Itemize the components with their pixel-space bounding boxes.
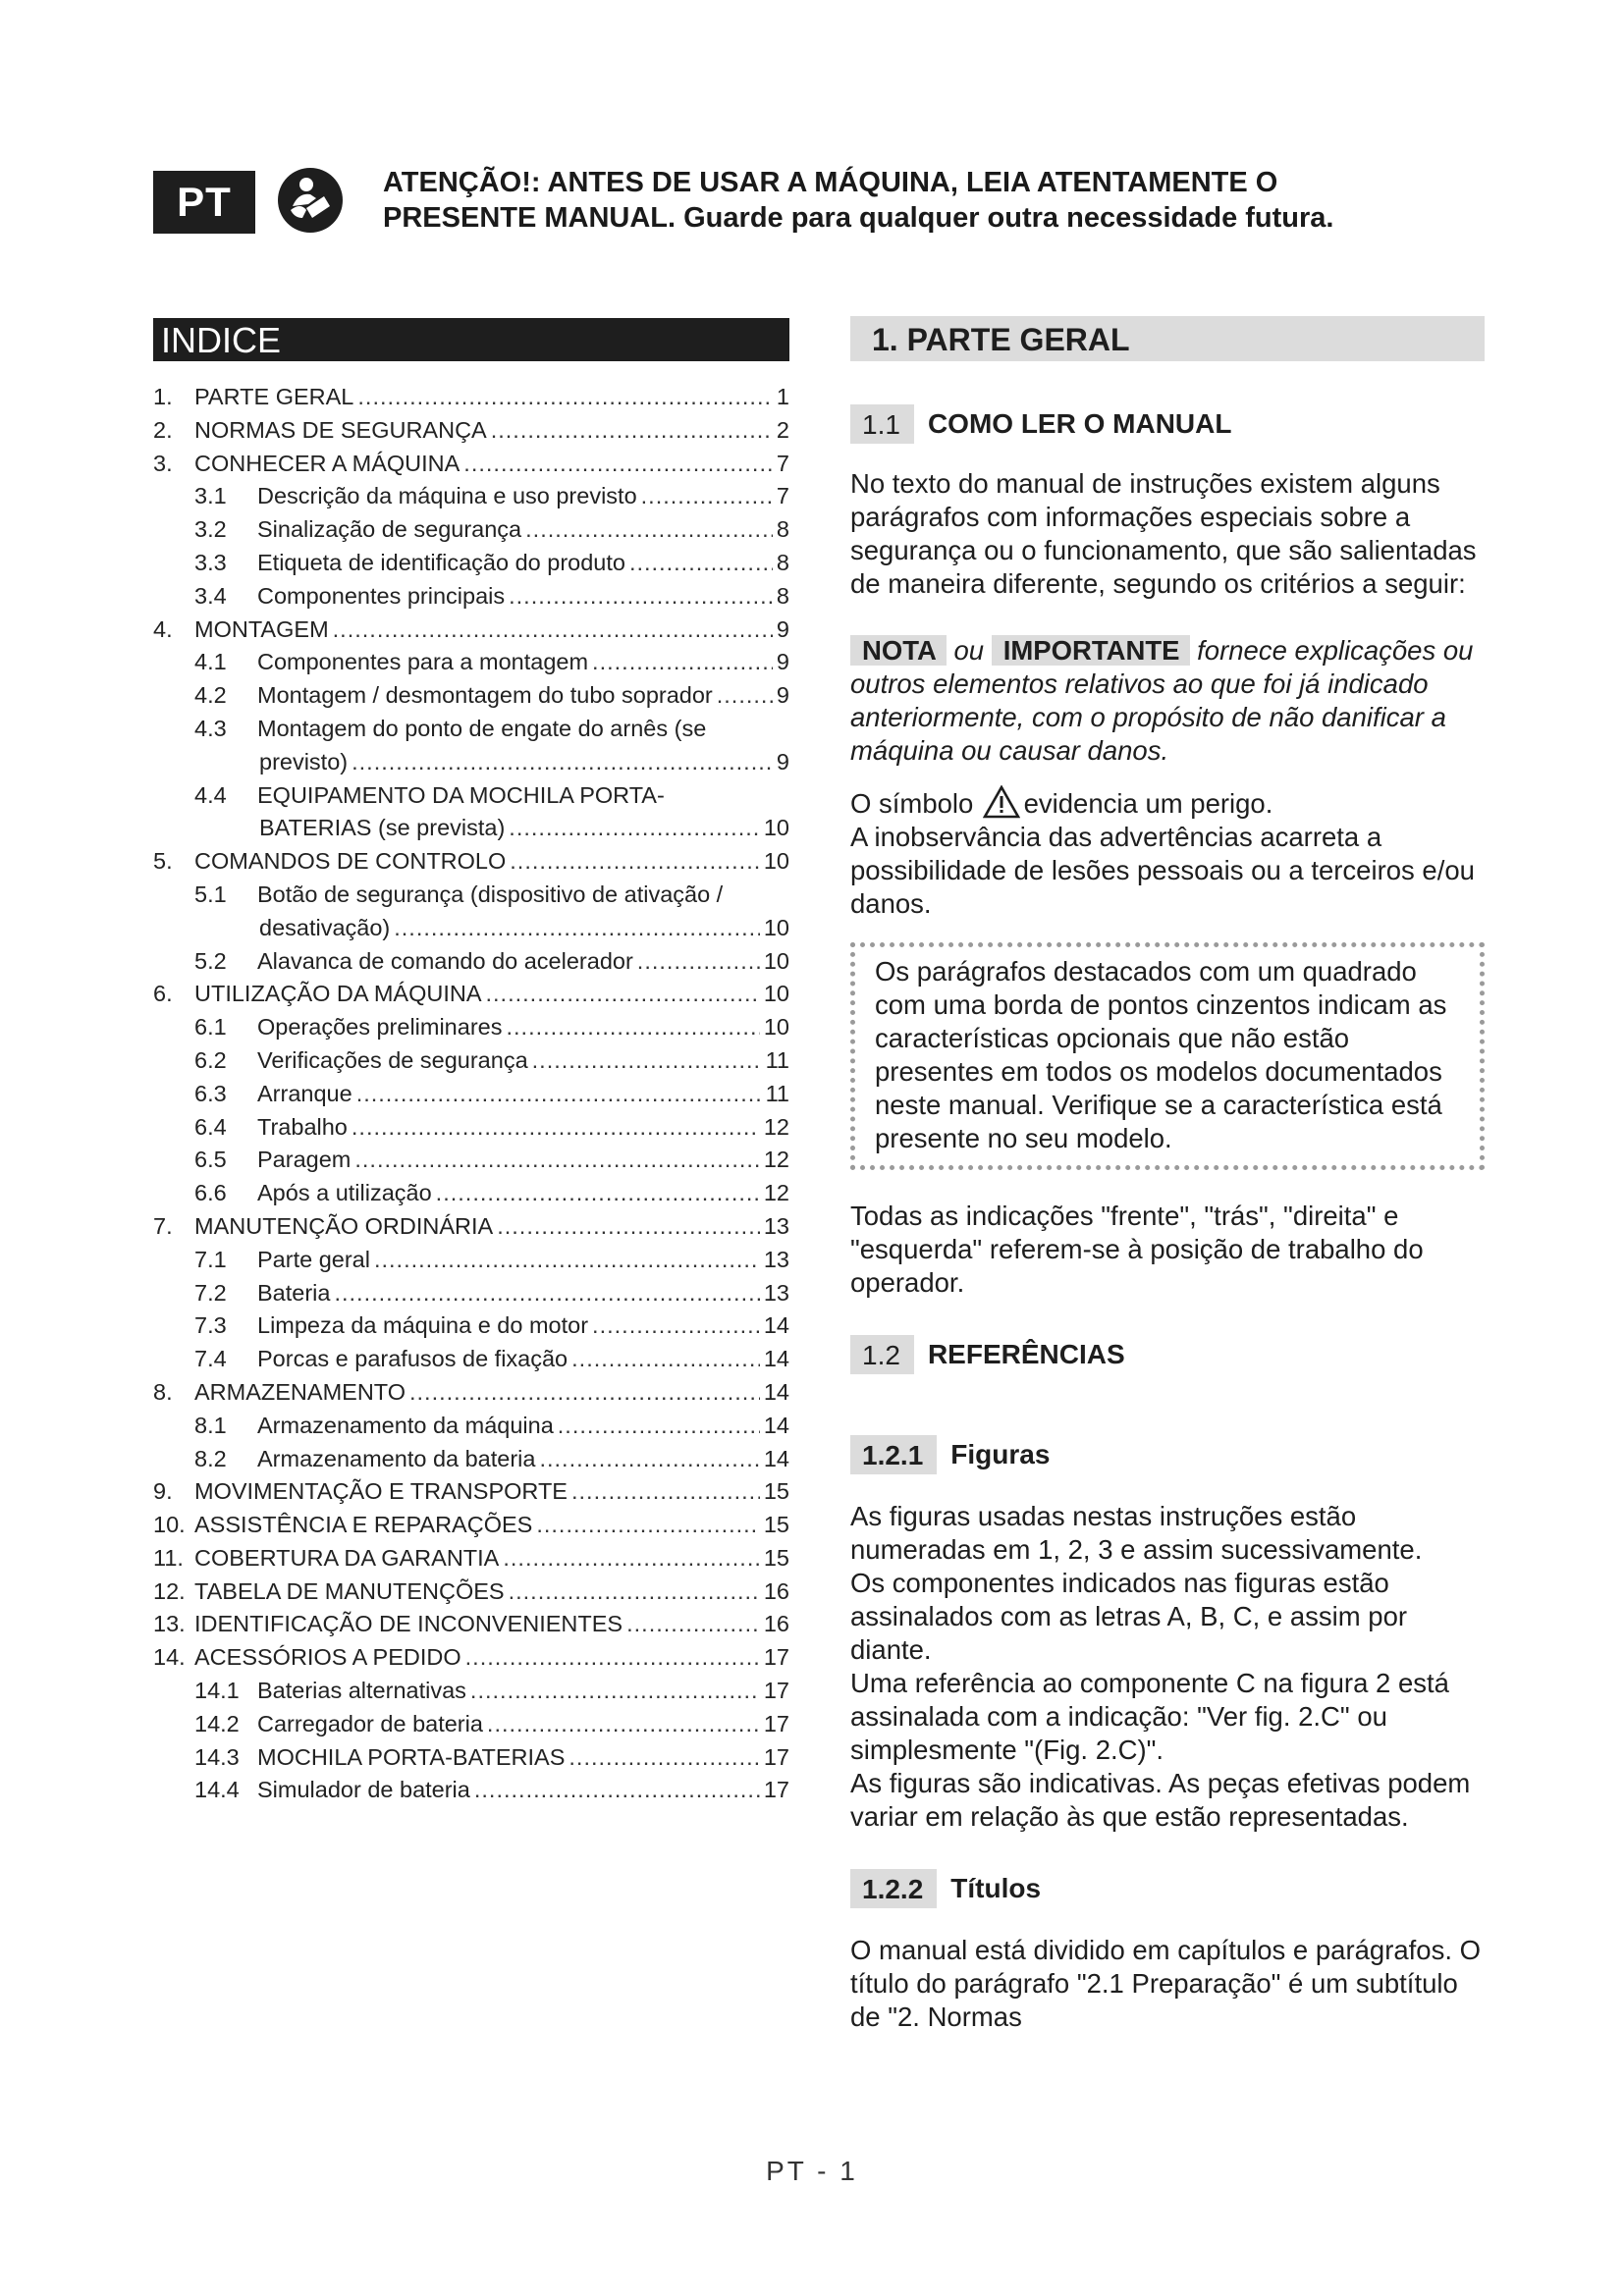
toc-dot-leader bbox=[629, 547, 773, 580]
toc-entry-page: 15 bbox=[763, 1544, 789, 1571]
toc-entry bbox=[153, 1011, 789, 1044]
toc-entry-page: 15 bbox=[763, 1478, 789, 1505]
toc-entry-number: 5.2 bbox=[194, 947, 227, 974]
toc-entry-title: Verificações de segurança bbox=[257, 1046, 528, 1073]
toc-dot-leader bbox=[503, 1542, 760, 1575]
toc-entry-title: desativação) bbox=[259, 914, 391, 940]
toc-entry bbox=[153, 1210, 789, 1244]
toc-entry bbox=[153, 1343, 789, 1376]
toc-entry bbox=[153, 845, 789, 879]
note-or: ou bbox=[953, 635, 985, 666]
toc-dot-leader bbox=[463, 448, 773, 481]
subsection-title: COMO LER O MANUAL bbox=[927, 408, 1232, 439]
toc-entry-number: 6.5 bbox=[194, 1147, 227, 1173]
toc-entry-number: 8.1 bbox=[194, 1412, 227, 1438]
toc-entry-title: Botão de segurança (dispositivo de ativação / bbox=[257, 881, 724, 907]
toc-entry-page: 11 bbox=[765, 1046, 789, 1073]
toc-entry bbox=[153, 1177, 789, 1210]
toc-entry-page: 12 bbox=[763, 1147, 789, 1173]
toc-entry-number: 3. bbox=[153, 450, 173, 476]
toc-entry-page: 7 bbox=[776, 483, 789, 509]
toc-entry-title: CONHECER A MÁQUINA bbox=[194, 450, 460, 476]
toc-entry bbox=[153, 381, 789, 414]
toc-entry-number: 4.4 bbox=[194, 781, 227, 808]
toc-entry bbox=[153, 1144, 789, 1177]
toc-entry bbox=[153, 1078, 789, 1111]
toc-dot-leader bbox=[352, 746, 773, 779]
toc-entry-title: Armazenamento da bateria bbox=[257, 1445, 536, 1471]
toc-entry-page: 8 bbox=[776, 549, 789, 575]
toc-dot-leader bbox=[409, 1376, 760, 1410]
toc-entry bbox=[153, 1410, 789, 1443]
toc-entry-title: Baterias alternativas bbox=[257, 1678, 466, 1704]
toc-entry-page: 12 bbox=[763, 1180, 789, 1206]
toc-entry bbox=[153, 779, 789, 813]
toc-dot-leader bbox=[487, 1708, 760, 1741]
toc-entry-title: MONTAGEM bbox=[194, 615, 329, 642]
toc-entry-number: 6.4 bbox=[194, 1113, 227, 1140]
toc-entry bbox=[153, 812, 789, 845]
subsection-number: 1.2.1 bbox=[850, 1435, 937, 1474]
toc-entry-page: 14 bbox=[763, 1312, 789, 1339]
titles-paragraph: O manual está dividido em capítulos e parágrafos. O título do parágrafo "2.1 Preparação" é um subtítulo de "2. Normas bbox=[850, 1935, 1482, 2032]
toc-entry-page: 9 bbox=[776, 615, 789, 642]
toc-entry-page: 17 bbox=[763, 1710, 789, 1736]
toc-entry-title: MOCHILA PORTA-BATERIAS bbox=[257, 1743, 566, 1770]
toc-entry-title: Simulador de bateria bbox=[257, 1777, 470, 1803]
toc-entry-number: 3.4 bbox=[194, 582, 227, 609]
toc-entry-page: 17 bbox=[763, 1678, 789, 1704]
toc-entry-page: 9 bbox=[776, 682, 789, 709]
toc-entry-number: 14. bbox=[153, 1644, 186, 1671]
toc-dot-leader bbox=[509, 812, 760, 845]
toc-entry-page: 10 bbox=[763, 1014, 789, 1041]
toc-entry bbox=[153, 1641, 789, 1675]
toc-dot-leader bbox=[497, 1210, 760, 1244]
warning-line-2: PRESENTE MANUAL. Guarde para qualquer outra necessidade futura. bbox=[383, 202, 1334, 234]
toc-entry bbox=[153, 1608, 789, 1641]
toc-dot-leader bbox=[354, 1144, 760, 1177]
toc-entry bbox=[153, 1675, 789, 1708]
toc-entry-title: Componentes para a montagem bbox=[257, 649, 589, 675]
importante-chip: IMPORTANTE bbox=[992, 635, 1190, 666]
toc-dot-leader bbox=[626, 1608, 760, 1641]
toc-entry-number: 5.1 bbox=[194, 881, 227, 907]
toc-entry bbox=[153, 1443, 789, 1476]
toc-entry-title: Operações preliminares bbox=[257, 1014, 503, 1041]
toc-entry-number: 1. bbox=[153, 384, 173, 409]
toc-entry-number: 9. bbox=[153, 1478, 173, 1505]
toc-entry-page: 16 bbox=[763, 1577, 789, 1604]
toc-dot-leader bbox=[717, 679, 773, 713]
subsection-heading-1-2 bbox=[850, 1335, 1489, 1374]
toc-entry-page: 13 bbox=[763, 1279, 789, 1306]
toc-entry bbox=[153, 1376, 789, 1410]
toc-entry-title: Após a utilização bbox=[257, 1180, 432, 1206]
toc-dot-leader bbox=[436, 1177, 760, 1210]
toc-entry-number: 11. bbox=[153, 1544, 184, 1571]
toc-entry-page: 9 bbox=[776, 649, 789, 675]
toc-entry-number: 14.1 bbox=[194, 1678, 240, 1704]
subsection-heading-1-1 bbox=[850, 404, 1489, 444]
paragraph-how-to-read: No texto do manual de instruções existem alguns parágrafos com informações especiais sobre a segurança ou o funcionamento, que são salientadas de maneira diferente, segundo os critérios a seguir: bbox=[850, 468, 1477, 599]
toc-dot-leader bbox=[568, 1741, 759, 1775]
toc-dot-leader bbox=[334, 1277, 759, 1310]
page-number: PT - 1 bbox=[766, 2156, 858, 2186]
toc-entry-title: Limpeza da máquina e do motor bbox=[257, 1312, 589, 1339]
figures-para-4: As figuras são indicativas. As peças efetivas podem variar em relação às que estão representadas. bbox=[850, 1768, 1471, 1832]
toc-dot-leader bbox=[558, 1410, 760, 1443]
toc-entry-number: 6. bbox=[153, 981, 173, 1007]
toc-entry-number: 8.2 bbox=[194, 1445, 227, 1471]
directions-paragraph: Todas as indicações "frente", "trás", "direita" e "esquerda" referem-se à posição de trabalho do operador. bbox=[850, 1201, 1424, 1298]
toc-entry-title: COBERTURA DA GARANTIA bbox=[194, 1544, 500, 1571]
toc-dot-leader bbox=[509, 1575, 760, 1609]
toc-entry bbox=[153, 1575, 789, 1609]
toc-entry bbox=[153, 1111, 789, 1145]
toc-entry-title: Bateria bbox=[257, 1279, 331, 1306]
subsection-number: 1.1 bbox=[850, 404, 914, 444]
toc-entry-number: 10. bbox=[153, 1512, 186, 1538]
toc-entry bbox=[153, 448, 789, 481]
symbol-before: O símbolo bbox=[850, 788, 974, 819]
symbol-after: evidencia um perigo. bbox=[1023, 788, 1273, 819]
toc-entry-page: 17 bbox=[763, 1777, 789, 1803]
toc-entry-number: 4. bbox=[153, 615, 173, 642]
toc-entry-title: Montagem / desmontagem do tubo soprador bbox=[257, 682, 713, 709]
toc-entry-number: 7. bbox=[153, 1212, 173, 1239]
toc-entry-number: 7.1 bbox=[194, 1246, 227, 1272]
toc-entry-number: 14.4 bbox=[194, 1777, 240, 1803]
toc-entry-number: 14.2 bbox=[194, 1710, 240, 1736]
toc-entry-number: 5. bbox=[153, 848, 173, 875]
toc-entry-page: 14 bbox=[763, 1378, 789, 1405]
subsection-title: REFERÊNCIAS bbox=[927, 1339, 1125, 1369]
toc-entry bbox=[153, 646, 789, 679]
toc-entry-title: Descrição da máquina e uso previsto bbox=[257, 483, 637, 509]
toc-dot-leader bbox=[470, 1675, 760, 1708]
toc-entry-page: 15 bbox=[763, 1512, 789, 1538]
toc-entry-number: 8. bbox=[153, 1378, 173, 1405]
toc-entry-title: Carregador de bateria bbox=[257, 1710, 483, 1736]
toc-dot-leader bbox=[509, 580, 773, 614]
read-manual-icon bbox=[277, 167, 344, 234]
toc-dot-leader bbox=[352, 1111, 760, 1145]
toc-entry-page: 10 bbox=[763, 981, 789, 1007]
toc-entry-title: Sinalização de segurança bbox=[257, 516, 522, 543]
toc-entry-number: 4.1 bbox=[194, 649, 227, 675]
toc-entry-title: ARMAZENAMENTO bbox=[194, 1378, 406, 1405]
toc-entry-title: MANUTENÇÃO ORDINÁRIA bbox=[194, 1212, 494, 1239]
subsection-number: 1.2 bbox=[850, 1335, 914, 1374]
toc-entry-title: MOVIMENTAÇÃO E TRANSPORTE bbox=[194, 1478, 568, 1505]
toc-entry-number: 2. bbox=[153, 416, 173, 443]
toc-dot-leader bbox=[474, 1774, 760, 1807]
toc-entry-number: 6.3 bbox=[194, 1080, 227, 1106]
toc-dot-leader bbox=[357, 381, 773, 414]
toc-entry-title: UTILIZAÇÃO DA MÁQUINA bbox=[194, 981, 482, 1007]
toc-entry-page: 13 bbox=[763, 1212, 789, 1239]
toc-entry-page: 2 bbox=[776, 416, 789, 443]
toc-dot-leader bbox=[491, 414, 773, 448]
toc-dot-leader bbox=[592, 1309, 760, 1343]
toc-entry-page: 8 bbox=[776, 582, 789, 609]
toc-entry-number: 3.1 bbox=[194, 483, 227, 509]
toc-entry bbox=[153, 679, 789, 713]
toc-entry bbox=[153, 1277, 789, 1310]
symbol-paragraph bbox=[850, 785, 1489, 921]
toc-entry bbox=[153, 945, 789, 979]
toc-entry-title: ASSISTÊNCIA E REPARAÇÕES bbox=[194, 1512, 533, 1538]
toc-dot-leader bbox=[333, 614, 773, 647]
toc-entry bbox=[153, 480, 789, 513]
symbol-text: A inobservância das advertências acarreta a possibilidade de lesões pessoais ou a terceiros e/ou danos. bbox=[850, 822, 1475, 919]
toc-entry-title: TABELA DE MANUTENÇÕES bbox=[194, 1577, 505, 1604]
toc-entry-page: 7 bbox=[776, 450, 789, 476]
optional-features-box: Os parágrafos destacados com um quadrado com uma borda de pontos cinzentos indicam as características opcionais que não estão presentes em todos os modelos documentados neste manual. Verifique se a característica está presente no seu modelo. bbox=[850, 942, 1485, 1170]
subsection-title: Figuras bbox=[950, 1439, 1051, 1469]
subsection-number: 1.2.2 bbox=[850, 1869, 937, 1908]
toc-entry-title: EQUIPAMENTO DA MOCHILA PORTA- bbox=[257, 781, 665, 808]
figures-para-2: Os componentes indicados nas figuras estão assinalados com as letras A, B, C, e assim por diante. bbox=[850, 1568, 1408, 1665]
toc-entry-title: COMANDOS DE CONTROLO bbox=[194, 848, 507, 875]
toc-entry bbox=[153, 1741, 789, 1775]
toc-entry-page: 16 bbox=[763, 1611, 789, 1637]
toc-entry-page: 9 bbox=[776, 748, 789, 774]
toc-entry-title: PARTE GERAL bbox=[194, 384, 354, 409]
toc-entry-page: 1 bbox=[776, 384, 789, 409]
toc-entry-title: BATERIAS (se prevista) bbox=[259, 815, 506, 841]
toc-entry bbox=[153, 1044, 789, 1078]
toc-entry-title: Paragem bbox=[257, 1147, 352, 1173]
toc-dot-leader bbox=[525, 513, 773, 547]
toc-entry bbox=[153, 978, 789, 1011]
toc-entry bbox=[153, 1475, 789, 1509]
toc-entry bbox=[153, 879, 789, 912]
toc-entry bbox=[153, 414, 789, 448]
note-paragraph bbox=[850, 634, 1489, 768]
note-text-1: fornece bbox=[1197, 635, 1287, 666]
toc-entry-number: 6.1 bbox=[194, 1014, 227, 1041]
warning-line-1: ATENÇÃO!: ANTES DE USAR A MÁQUINA, LEIA ATENTAMENTE O bbox=[383, 167, 1278, 198]
toc-entry bbox=[153, 1542, 789, 1575]
table-of-contents bbox=[153, 381, 789, 1807]
toc-entry bbox=[153, 912, 789, 945]
toc-entry bbox=[153, 614, 789, 647]
toc-title: INDICE bbox=[153, 318, 789, 361]
toc-entry-title: previsto) bbox=[259, 748, 349, 774]
safety-warning-heading bbox=[383, 165, 1512, 236]
note-text-2: explicações ou outros elementos relativos ao que foi já indicado anteriormente, com o propósito de não danificar a máquina ou causar danos. bbox=[850, 635, 1474, 766]
toc-entry-page: 10 bbox=[763, 914, 789, 940]
figures-para-1: As figuras usadas nestas instruções estão numeradas em 1, 2, 3 e assim sucessivamente. bbox=[850, 1501, 1423, 1565]
toc-dot-leader bbox=[571, 1343, 760, 1376]
subsection-heading-1-2-1 bbox=[850, 1435, 1489, 1474]
toc-entry-page: 10 bbox=[763, 815, 789, 841]
toc-dot-leader bbox=[356, 1078, 762, 1111]
toc-entry-number: 3.3 bbox=[194, 549, 227, 575]
toc-entry-number: 12. bbox=[153, 1577, 186, 1604]
toc-entry-title: Parte geral bbox=[257, 1246, 370, 1272]
warning-triangle-icon bbox=[983, 785, 1020, 819]
toc-entry-page: 10 bbox=[763, 947, 789, 974]
toc-entry-number: 7.2 bbox=[194, 1279, 227, 1306]
toc-entry-title: Porcas e parafusos de fixação bbox=[257, 1346, 568, 1372]
toc-dot-leader bbox=[510, 845, 760, 879]
main-content bbox=[850, 316, 1489, 2034]
toc-entry-page: 17 bbox=[763, 1743, 789, 1770]
toc-entry bbox=[153, 1244, 789, 1277]
figures-para-3: Uma referência ao componente C na figura 2 está assinalada com a indicação: "Ver fig. 2.C" ou simplesmente "(Fig. 2.C)". bbox=[850, 1668, 1449, 1765]
toc-entry-number: 7.4 bbox=[194, 1346, 227, 1372]
toc-entry bbox=[153, 1774, 789, 1807]
toc-entry bbox=[153, 746, 789, 779]
toc-dot-leader bbox=[506, 1011, 759, 1044]
toc-entry bbox=[153, 713, 789, 746]
toc-entry-number: 13. bbox=[153, 1611, 186, 1637]
nota-chip: NOTA bbox=[850, 635, 947, 666]
toc-dot-leader bbox=[532, 1044, 762, 1078]
toc-entry-page: 14 bbox=[763, 1412, 789, 1438]
toc-entry-page: 10 bbox=[763, 848, 789, 875]
toc-entry-number: 3.2 bbox=[194, 516, 227, 543]
toc-entry-number: 7.3 bbox=[194, 1312, 227, 1339]
toc-dot-leader bbox=[394, 912, 760, 945]
toc-entry-title: Trabalho bbox=[257, 1113, 348, 1140]
toc-entry-title: IDENTIFICAÇÃO DE INCONVENIENTES bbox=[194, 1611, 623, 1637]
toc-dot-leader bbox=[374, 1244, 760, 1277]
toc-entry bbox=[153, 1708, 789, 1741]
toc-entry-number: 4.3 bbox=[194, 715, 227, 741]
toc-dot-leader bbox=[592, 646, 773, 679]
toc-entry-page: 8 bbox=[776, 516, 789, 543]
toc-entry-page: 13 bbox=[763, 1246, 789, 1272]
toc-dot-leader bbox=[637, 945, 760, 979]
toc-dot-leader bbox=[641, 480, 773, 513]
toc-entry-page: 11 bbox=[765, 1080, 789, 1106]
toc-entry bbox=[153, 547, 789, 580]
toc-entry-number: 6.2 bbox=[194, 1046, 227, 1073]
toc-entry-number: 4.2 bbox=[194, 682, 227, 709]
toc-dot-leader bbox=[539, 1443, 759, 1476]
subsection-heading-1-2-2 bbox=[850, 1869, 1489, 1908]
toc-entry-title: Montagem do ponto de engate do arnês (se bbox=[257, 715, 707, 741]
toc-entry bbox=[153, 580, 789, 614]
toc-entry bbox=[153, 513, 789, 547]
toc-entry-title: ACESSÓRIOS A PEDIDO bbox=[194, 1644, 461, 1671]
toc-entry-number: 6.6 bbox=[194, 1180, 227, 1206]
toc-entry bbox=[153, 1509, 789, 1542]
toc-dot-leader bbox=[486, 978, 760, 1011]
toc-entry-page: 14 bbox=[763, 1445, 789, 1471]
toc-entry-page: 17 bbox=[763, 1644, 789, 1671]
toc-entry-page: 14 bbox=[763, 1346, 789, 1372]
toc-entry-title: Etiqueta de identificação do produto bbox=[257, 549, 625, 575]
subsection-title: Títulos bbox=[950, 1873, 1042, 1903]
toc-dot-leader bbox=[465, 1641, 760, 1675]
toc-entry-title: Armazenamento da máquina bbox=[257, 1412, 554, 1438]
toc-entry-page: 12 bbox=[763, 1113, 789, 1140]
toc-entry-title: Alavanca de comando do acelerador bbox=[257, 947, 633, 974]
section-title: 1. PARTE GERAL bbox=[850, 316, 1485, 361]
toc-dot-leader bbox=[571, 1475, 760, 1509]
toc-entry-number: 14.3 bbox=[194, 1743, 240, 1770]
toc-entry bbox=[153, 1309, 789, 1343]
language-badge: PT bbox=[153, 171, 255, 234]
toc-entry-title: NORMAS DE SEGURANÇA bbox=[194, 416, 487, 443]
toc-entry-title: Arranque bbox=[257, 1080, 352, 1106]
toc-dot-leader bbox=[536, 1509, 760, 1542]
toc-entry-title: Componentes principais bbox=[257, 582, 506, 609]
